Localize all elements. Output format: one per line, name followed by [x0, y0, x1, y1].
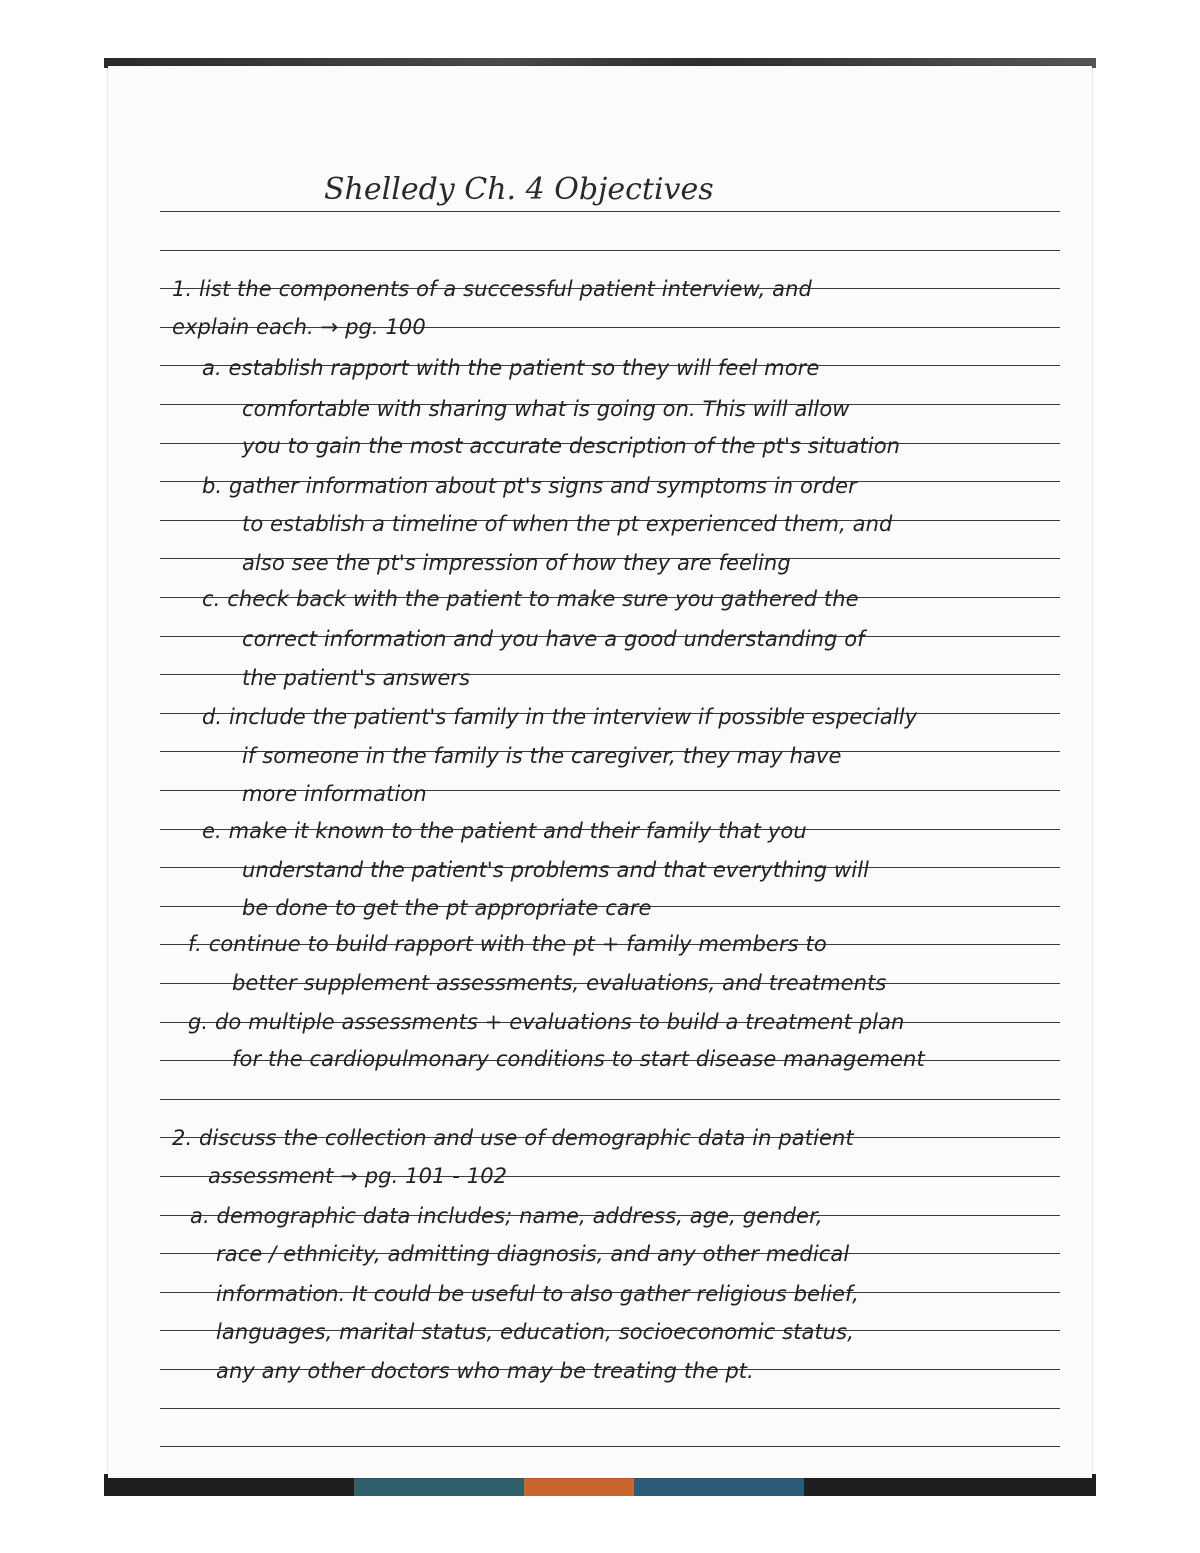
page-title: Shelledy Ch. 4 Objectives	[324, 172, 714, 207]
answer-line: race / ethnicity, admitting diagnosis, and any other medical	[216, 1242, 850, 1266]
objective-1-question	[172, 279, 812, 300]
answer-letter: e.	[202, 819, 222, 843]
answer-line: also see the pt's impression of how they are feeling	[242, 551, 791, 575]
ruled-line	[160, 250, 1060, 251]
answer-item	[188, 934, 827, 955]
objective-2-question	[172, 1128, 854, 1149]
answer-line: better supplement assessments, evaluations, and treatments	[232, 971, 887, 995]
objective-number: 2.	[172, 1126, 193, 1150]
objective-question-line: explain each. → pg. 100	[172, 315, 426, 339]
answer-letter: g.	[188, 1010, 209, 1034]
answer-line: demographic data includes; name, address, age, gender,	[216, 1204, 823, 1228]
answer-line: do multiple assessments + evaluations to build a treatment plan	[215, 1010, 905, 1034]
objective-number: 1.	[172, 277, 193, 301]
answer-line: comfortable with sharing what is going on. This will allow	[242, 397, 850, 421]
objective-question-line: assessment → pg. 101 - 102	[208, 1164, 508, 1188]
answer-line: check back with the patient to make sure you gathered the	[227, 587, 859, 611]
answer-line: information. It could be useful to also gather religious belief,	[216, 1282, 859, 1306]
answer-item	[202, 358, 819, 379]
answer-letter: c.	[202, 587, 221, 611]
answer-line: correct information and you have a good understanding of	[242, 627, 865, 651]
answer-line: if someone in the family is the caregiver, they may have	[242, 744, 842, 768]
answer-letter: b.	[202, 474, 223, 498]
ruled-line	[160, 1408, 1060, 1409]
answer-line: any any other doctors who may be treating the pt.	[216, 1359, 754, 1383]
answer-letter: d.	[202, 705, 223, 729]
answer-letter: a.	[202, 356, 222, 380]
answer-line: for the cardiopulmonary conditions to start disease management	[232, 1047, 925, 1071]
answer-line: understand the patient's problems and that everything will	[242, 858, 870, 882]
answer-item	[202, 707, 917, 728]
ruled-line	[160, 211, 1060, 212]
answer-line: gather information about pt's signs and symptoms in order	[229, 474, 857, 498]
objective-question-line: discuss the collection and use of demographic data in patient	[199, 1126, 854, 1150]
answer-item	[202, 821, 807, 842]
answer-item	[190, 1206, 823, 1227]
answer-line: establish rapport with the patient so they will feel more	[228, 356, 820, 380]
answer-line: continue to build rapport with the pt + family members to	[208, 932, 827, 956]
answer-line: make it known to the patient and their family that you	[228, 819, 807, 843]
answer-line: to establish a timeline of when the pt experienced them, and	[242, 512, 893, 536]
answer-line: more information	[242, 782, 427, 806]
ruled-line	[160, 1099, 1060, 1100]
answer-letter: f.	[188, 932, 202, 956]
answer-letter: a.	[190, 1204, 210, 1228]
answer-line: the patient's answers	[242, 666, 471, 690]
objective-question-line: list the components of a successful patient interview, and	[199, 277, 812, 301]
answer-line: you to gain the most accurate description of the pt's situation	[242, 434, 901, 458]
answer-item	[202, 476, 857, 497]
answer-item	[188, 1012, 904, 1033]
answer-line: include the patient's family in the interview if possible especially	[229, 705, 918, 729]
ruled-line	[160, 1446, 1060, 1447]
notebook-page	[108, 66, 1092, 1478]
answer-item	[202, 589, 859, 610]
answer-line: languages, marital status, education, socioeconomic status,	[216, 1320, 855, 1344]
answer-line: be done to get the pt appropriate care	[242, 896, 652, 920]
